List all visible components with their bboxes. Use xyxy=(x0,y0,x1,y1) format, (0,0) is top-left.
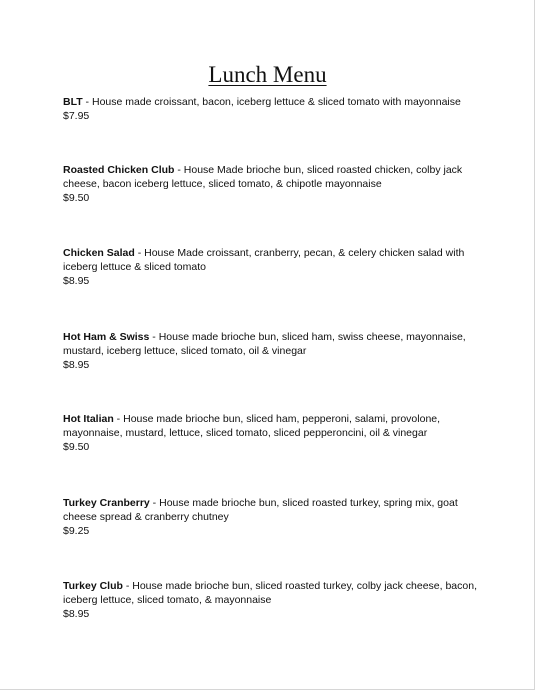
item-price: $7.95 xyxy=(63,110,90,122)
item-separator: - xyxy=(149,497,160,509)
menu-item-roasted-chicken-club xyxy=(63,163,483,205)
item-description: House Made brioche bun, sliced roasted chicken, colby jack cheese, bacon iceberg lettuce, sliced tomato, & chipotle mayonnaise xyxy=(63,164,463,190)
item-description: House made brioche bun, sliced ham, pepperoni, salami, provolone, mayonnaise, mustard, lettuce, sliced tomato, sliced pepperoncini, oil & vinegar xyxy=(63,413,441,439)
item-price: $8.95 xyxy=(63,608,90,620)
item-separator: - xyxy=(122,580,133,592)
item-price: $9.25 xyxy=(63,525,90,537)
menu-item-blt xyxy=(63,95,483,123)
item-separator: - xyxy=(82,96,92,108)
item-separator: - xyxy=(149,331,159,343)
item-separator: - xyxy=(134,247,145,259)
menu-item-chicken-salad xyxy=(63,246,483,288)
item-price: $9.50 xyxy=(63,441,90,453)
item-name: Turkey Club xyxy=(63,580,123,592)
menu-title: Lunch Menu xyxy=(208,62,327,87)
item-price: $8.95 xyxy=(63,359,90,371)
item-description: House made brioche bun, sliced ham, swiss cheese, mayonnaise, mustard, iceberg lettuce, sliced tomato, oil & vinegar xyxy=(63,331,466,357)
item-price: $8.95 xyxy=(63,275,90,287)
menu-item-turkey-club xyxy=(63,579,483,621)
item-name: Roasted Chicken Club xyxy=(63,164,175,176)
item-description: House made brioche bun, sliced roasted turkey, spring mix, goat cheese spread & cranberry chutney xyxy=(63,497,458,523)
item-description: House made brioche bun, sliced roasted turkey, colby jack cheese, bacon, iceberg lettuce, sliced tomato, & mayonnaise xyxy=(63,580,477,606)
item-description: House Made croissant, cranberry, pecan, & celery chicken salad with iceberg lettuce & sliced tomato xyxy=(63,247,465,273)
item-description: House made croissant, bacon, iceberg lettuce & sliced tomato with mayonnaise xyxy=(91,96,461,108)
item-name: Hot Ham & Swiss xyxy=(63,331,150,343)
menu-item-turkey-cranberry xyxy=(63,496,483,538)
item-separator: - xyxy=(113,413,124,425)
item-name: BLT xyxy=(63,96,83,108)
item-name: Turkey Cranberry xyxy=(63,497,150,509)
menu-item-hot-italian xyxy=(63,412,483,454)
item-name: Chicken Salad xyxy=(63,247,135,259)
item-price: $9.50 xyxy=(63,192,90,204)
menu-item-hot-ham-swiss xyxy=(63,330,483,372)
item-separator: - xyxy=(174,164,184,176)
item-name: Hot Italian xyxy=(63,413,114,425)
